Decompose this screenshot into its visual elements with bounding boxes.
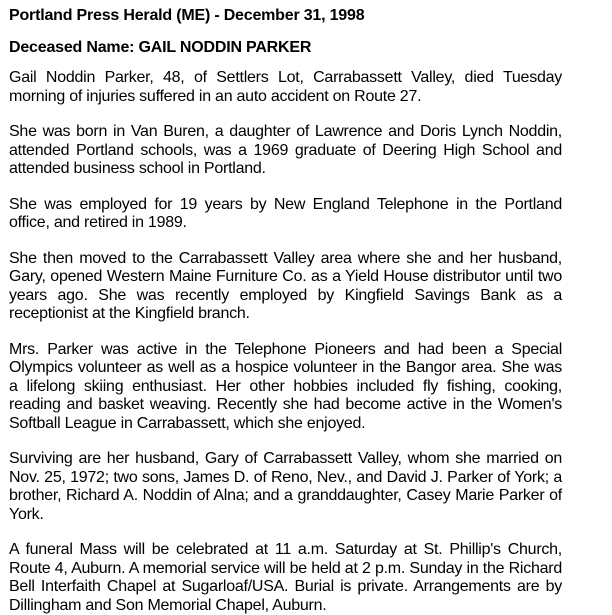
- paragraph-early-life: She was born in Van Buren, a daughter of Lawrence and Doris Lynch Noddin, attended Portland schools, was a 1969 graduate of Deering High School and attended business school in Portland.: [9, 123, 562, 177]
- paragraph-later-career: She then moved to the Carrabassett Valley area where she and her husband, Gary, opened Western Maine Furniture Co. as a Yield House distributor until two years ago. She was recently employed by Kingfield Savings Bank as a receptionist at the Kingfield branch.: [9, 249, 562, 322]
- paragraph-activities: Mrs. Parker was active in the Telephone Pioneers and had been a Special Olympics volunteer as well as a hospice volunteer in the Bangor area. She was a lifelong skiing enthusiast. Her other hobbies included fly fishing, cooking, reading and basket weaving. Recently she had become active in the Women's Softball League in Carrabassett, which she enjoyed.: [9, 340, 562, 432]
- paragraph-services: A funeral Mass will be celebrated at 11 a.m. Saturday at St. Phillip's Church, Route 4, Auburn. A memorial service will be held at 2 p.m. Sunday in the Richard Bell Interfaith Chapel at Sugarloaf/USA. Burial is private. Arrangements are by Dillingham and Son Memorial Chapel, Auburn.: [9, 541, 562, 614]
- publication-source-heading: Portland Press Herald (ME) - December 31, 1998: [9, 7, 365, 24]
- paragraph-survivors: Surviving are her husband, Gary of Carrabassett Valley, whom she married on Nov. 25, 1972; two sons, James D. of Reno, Nev., and David J. Parker of York; a brother, Richard A. Noddin of Alna; and a granddaughter, Casey Marie Parker of York.: [9, 450, 562, 523]
- deceased-name-heading: Deceased Name: GAIL NODDIN PARKER: [9, 39, 312, 56]
- paragraph-employment: She was employed for 19 years by New England Telephone in the Portland office, and retired in 1989.: [9, 195, 562, 231]
- paragraph-death-notice: Gail Noddin Parker, 48, of Settlers Lot, Carrabassett Valley, died Tuesday morning of injuries suffered in an auto accident on Route 27.: [9, 69, 562, 105]
